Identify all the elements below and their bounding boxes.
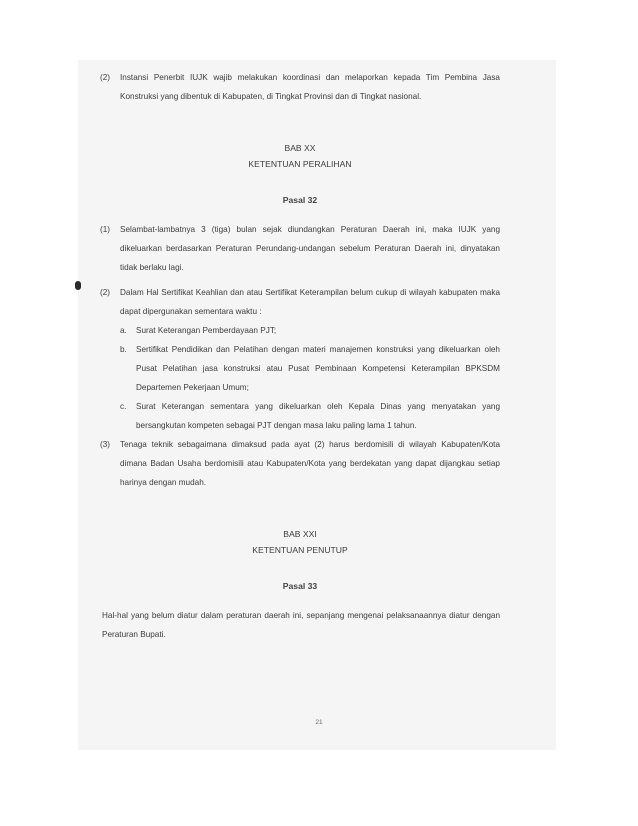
- page-number: 21: [315, 719, 323, 726]
- sub-list: [100, 321, 500, 435]
- sub-item: [100, 340, 500, 397]
- sub-item-text: Sertifikat Pendidikan dan Pelatihan dengan materi manajemen konstruksi yang dikeluarkan oleh Pusat Pelatihan jasa konstruksi atau Pusat Pembinaan Kompetensi Keterampilan BPKSDM Departemen Pekerjaan Umum;: [136, 345, 500, 392]
- sub-item: [100, 397, 500, 435]
- paragraph-text: Tenaga teknik sebagaimana dimaksud pada ayat (2) harus berdomisili di wilayah Kabupaten/Kota dimana Badan Usaha berdomisili atau Kabupaten/Kota yang berdekatan yang dapat dijangkau setiap harinya dengan mudah.: [120, 440, 500, 487]
- paragraph-number: (3): [100, 440, 111, 449]
- paragraph-item: [100, 68, 500, 106]
- article-heading: Pasal 32: [282, 195, 318, 205]
- margin-mark: [75, 281, 81, 290]
- paragraph-text: Selambat-lambatnya 3 (tiga) bulan sejak diundangkan Peraturan Daerah ini, maka IUJK yang dikeluarkan berdasarkan Peraturan Perundang-undangan sebelum Peraturan Daerah ini, dinyatakan tidak berlaku lagi.: [120, 225, 500, 272]
- chapter-title: KETENTUAN PERALIHAN: [248, 159, 352, 169]
- paragraph-item: [100, 220, 500, 277]
- paragraph-number: (1): [100, 225, 111, 234]
- sub-item-text: Surat Keterangan Pemberdayaan PJT;: [136, 326, 277, 335]
- paragraph-text: Instansi Penerbit IUJK wajib melakukan koordinasi dan melaporkan kepada Tim Pembina Jasa Konstruksi yang dibentuk di Kabupaten, di Tingkat Provinsi dan di Tingkat nasional.: [120, 73, 500, 101]
- paragraph-number: (2): [100, 288, 111, 297]
- closing-paragraph: Hal-hal yang belum diatur dalam peraturan daerah ini, sepanjang mengenai pelaksanaannya diatur dengan Peraturan Bupati.: [102, 611, 500, 639]
- article-heading: Pasal 33: [282, 581, 318, 591]
- sub-item: [100, 321, 500, 340]
- chapter-heading: BAB XXI: [283, 529, 317, 539]
- sub-item-letter: b.: [120, 345, 127, 354]
- chapter-title: KETENTUAN PENUTUP: [252, 545, 348, 555]
- sub-item-letter: c.: [120, 402, 127, 411]
- sub-item-text: Surat Keterangan sementara yang dikeluarkan oleh Kepala Dinas yang menyatakan yang bersangkutan kompeten sebagai PJT dengan masa laku paling lama 1 tahun.: [136, 402, 500, 430]
- chapter-heading: BAB XX: [284, 143, 316, 153]
- paragraph-item: [100, 283, 500, 321]
- document-body: [100, 68, 500, 644]
- paragraph-text: Dalam Hal Sertifikat Keahlian dan atau Sertifikat Keterampilan belum cukup di wilayah kabupaten maka dapat dipergunakan sementara waktu :: [120, 288, 500, 316]
- paragraph-number: (2): [100, 73, 111, 82]
- paragraph-item: [100, 435, 500, 492]
- sub-item-letter: a.: [120, 326, 127, 335]
